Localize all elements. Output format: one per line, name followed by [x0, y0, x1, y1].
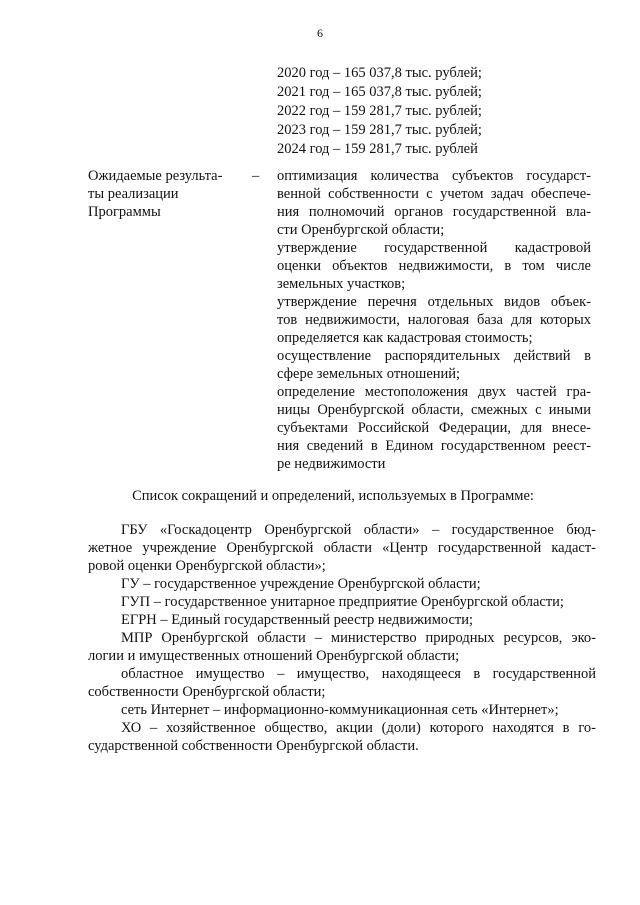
results-line: утверждение государственной кадастровой [277, 240, 591, 256]
results-line: субъектами Российской Федерации, для внесе- [277, 420, 591, 436]
results-line: венной собственности с учетом задач обеспече- [277, 186, 591, 202]
results-line: ния полномочий органов государственной вла- [277, 204, 591, 220]
definition-line: ЕГРН – Единый государственный реестр недвижимости; [121, 612, 474, 628]
funding-line: 2021 год – 165 037,8 тыс. рублей; [277, 84, 482, 100]
results-line: утверждение перечня отдельных видов объек- [277, 294, 591, 310]
definition-line: собственности Оренбургской области; [88, 684, 326, 700]
results-line: земельных участков; [277, 276, 406, 292]
results-line: определение местоположения двух частей гра- [277, 384, 591, 400]
results-line: оценки объектов недвижимости, в том числе [277, 258, 591, 274]
definition-line: областное имущество – имущество, находящееся в государственной [121, 666, 596, 682]
definition-line: сударственной собственности Оренбургской области. [88, 738, 419, 754]
results-line: ре недвижимости [277, 456, 386, 472]
definition-line: сеть Интернет – информационно-коммуникационная сеть «Интернет»; [121, 702, 559, 718]
definition-line: ХО – хозяйственное общество, акции (доли) которого находятся в го- [121, 720, 596, 736]
expected-results-dash: – [252, 168, 260, 184]
definition-line: логии и имущественных отношений Оренбургской области; [88, 648, 460, 664]
definition-line: ГУП – государственное унитарное предприятие Оренбургской области; [121, 594, 564, 610]
expected-results-text [277, 167, 591, 473]
definition-line: ровой оценки Оренбургской области»; [88, 558, 326, 574]
abbreviations-heading: Список сокращений и определений, используемых в Программе: [132, 488, 534, 504]
results-line: сфере земельных отношений; [277, 366, 461, 382]
results-line: оптимизация количества субъектов государст- [277, 168, 591, 184]
funding-line: 2023 год – 159 281,7 тыс. рублей; [277, 122, 482, 138]
label-line: Ожидаемые результа- [88, 168, 223, 184]
results-line: ния сведений в Едином государственном реест- [277, 438, 591, 454]
funding-by-year [277, 64, 482, 159]
label-line: ты реализации [88, 186, 179, 202]
results-line: определяется как кадастровая стоимость; [277, 330, 533, 346]
results-line: ницы Оренбургской области, смежных с иными [277, 402, 591, 418]
expected-results-label [88, 167, 222, 221]
definition-line: ГУ – государственное учреждение Оренбургской области; [121, 576, 481, 592]
funding-line: 2020 год – 165 037,8 тыс. рублей; [277, 65, 482, 81]
definition-line: жетное учреждение Оренбургской области «Центр государственной кадаст- [88, 540, 596, 556]
funding-line: 2022 год – 159 281,7 тыс. рублей; [277, 103, 482, 119]
results-line: тов недвижимости, налоговая база для которых [277, 312, 591, 328]
definition-line: ГБУ «Госкадоцентр Оренбургской области» – государственное бюд- [121, 522, 596, 538]
funding-line: 2024 год – 159 281,7 тыс. рублей [277, 141, 478, 157]
results-line: сти Оренбургской области; [277, 222, 445, 238]
page-number: 6 [317, 26, 323, 40]
abbreviations-list [88, 521, 596, 755]
results-line: осуществление распорядительных действий в [277, 348, 591, 364]
definition-line: МПР Оренбургской области – министерство природных ресурсов, эко- [121, 630, 596, 646]
label-line: Программы [88, 204, 161, 220]
